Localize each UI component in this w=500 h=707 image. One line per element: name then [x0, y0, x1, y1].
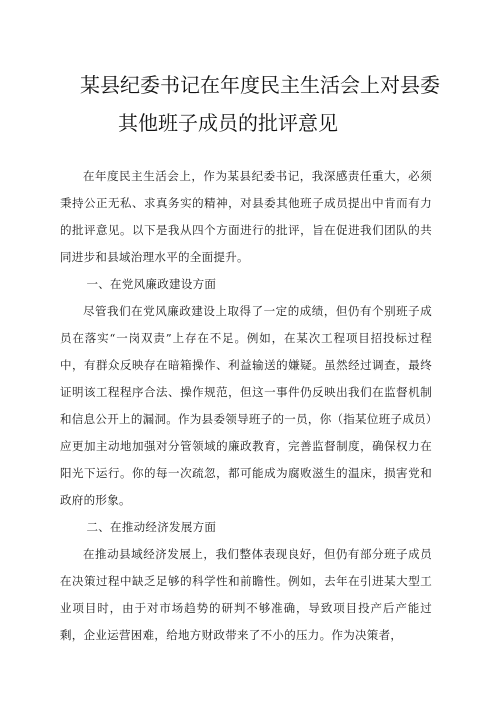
section-heading-2: 二、在推动经济发展方面	[86, 520, 217, 534]
document-title-line-1: 某县纪委书记在年度民主生活会上对县委	[80, 73, 440, 97]
section-heading-1: 一、在党风廉政建设方面	[86, 277, 217, 291]
intro-paragraph: 在年度民主生活会上，作为某县纪委书记，我深感责任重大，必须秉持公正无私、求真务实的精神，对县委其他班子成员提出中肯而有力的批评意见。以下是我从四个方面进行的批评，旨在促进我们团队的共同进步和县域治理水平的全面提升。	[60, 169, 432, 264]
document-body	[60, 163, 432, 649]
section-2-paragraph: 在推动县域经济发展上，我们整体表现良好，但仍有部分班子成员在决策过程中缺乏足够的科学性和前瞻性。例如，去年在引进某大型工业项目时，由于对市场趋势的研判不够准确，导致项目投产后产能过剩，企业运营困难，给地方财政带来了不小的压力。作为决策者，	[60, 547, 432, 642]
section-1-paragraph: 尽管我们在党风廉政建设上取得了一定的成绩，但仍有个别班子成员在落实“一岗双责”上存在不足。例如，在某次工程项目招投标过程中，有群众反映存在暗箱操作、利益输送的嫌疑。虽然经过调查，最终证明该工程程序合法、操作规范，但这一事件仍反映出我们在监督机制和信息公开上的漏洞。作为县委领导班子的一员，你（指某位班子成员）应更加主动地加强对分管领域的廉政教育，完善监督制度，确保权力在阳光下运行。你的每一次疏忽，都可能成为腐败滋生的温床，损害党和政府的形象。	[60, 304, 432, 507]
document-title-line-2: 其他班子成员的批评意见	[118, 111, 338, 135]
